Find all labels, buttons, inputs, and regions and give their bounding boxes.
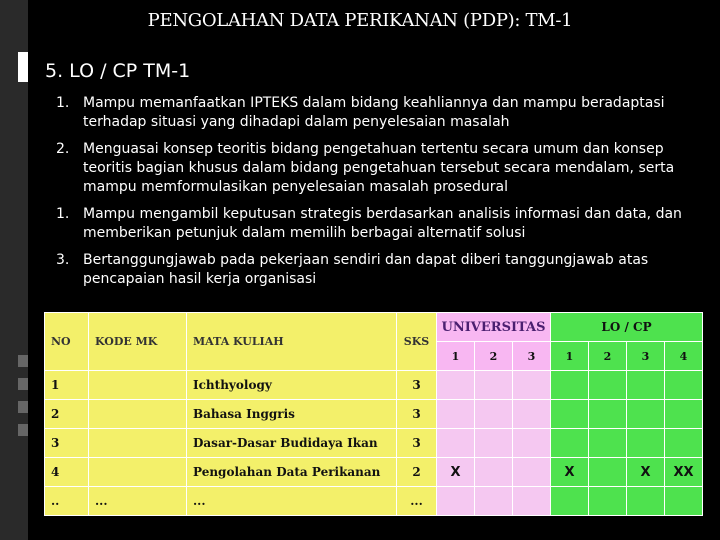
cell-lo — [627, 371, 665, 400]
cell-kode — [89, 458, 187, 487]
cell-lo — [589, 400, 627, 429]
cell-sks: 2 — [397, 458, 437, 487]
cell-kode — [89, 400, 187, 429]
cell-sks: 3 — [397, 429, 437, 458]
cell-univ — [475, 429, 513, 458]
cell-univ: X — [437, 458, 475, 487]
cell-lo: XX — [665, 458, 703, 487]
univ-col-3: 3 — [513, 342, 551, 371]
cell-lo — [551, 429, 589, 458]
cell-lo — [589, 458, 627, 487]
table-row — [45, 429, 703, 458]
cell-kode — [89, 371, 187, 400]
cell-lo — [551, 400, 589, 429]
header-no: NO — [45, 313, 89, 371]
course-mapping-table — [44, 312, 703, 516]
lo-col-4: 4 — [665, 342, 703, 371]
accent-block — [18, 424, 28, 436]
cell-lo — [665, 371, 703, 400]
cell-no: 3 — [45, 429, 89, 458]
cell-sks: 3 — [397, 371, 437, 400]
cell-lo — [551, 371, 589, 400]
cell-univ — [475, 400, 513, 429]
slide-title: PENGOLAHAN DATA PERIKANAN (PDP): TM-1 — [147, 10, 573, 31]
cell-univ — [437, 400, 475, 429]
cell-sks: ... — [397, 487, 437, 516]
section-heading: 5. LO / CP TM-1 — [45, 60, 191, 82]
cell-univ — [475, 458, 513, 487]
table-row — [45, 371, 703, 400]
list-item: 3. Bertanggungjawab pada pekerjaan sendiri dan dapat diberi tanggungjawab atas pencapaian hasil kerja organisasi — [56, 252, 649, 287]
cell-lo — [627, 487, 665, 516]
cell-lo — [589, 371, 627, 400]
header-mata-kuliah: MATA KULIAH — [187, 313, 397, 371]
cell-matkul: ... — [187, 487, 397, 516]
lo-col-1: 1 — [551, 342, 589, 371]
cell-lo — [665, 400, 703, 429]
univ-col-1: 1 — [437, 342, 475, 371]
header-lo-cp: LO / CP — [551, 313, 703, 342]
cell-matkul: Dasar-Dasar Budidaya Ikan — [187, 429, 397, 458]
cell-univ — [475, 371, 513, 400]
cell-univ — [513, 429, 551, 458]
header-kode-mk: KODE MK — [89, 313, 187, 371]
lo-col-2: 2 — [589, 342, 627, 371]
cell-univ — [437, 487, 475, 516]
header-sks: SKS — [397, 313, 437, 371]
table-row — [45, 400, 703, 429]
table-row — [45, 458, 703, 487]
cell-lo — [665, 487, 703, 516]
cell-univ — [513, 400, 551, 429]
cell-matkul: Bahasa Inggris — [187, 400, 397, 429]
cell-lo: X — [551, 458, 589, 487]
header-universitas: UNIVERSITAS — [437, 313, 551, 342]
learning-outcomes-list — [56, 94, 706, 297]
cell-univ — [437, 371, 475, 400]
accent-block — [18, 52, 28, 82]
accent-block — [18, 378, 28, 390]
cell-kode — [89, 429, 187, 458]
cell-kode: ... — [89, 487, 187, 516]
table-header-row — [45, 313, 703, 342]
cell-lo — [589, 429, 627, 458]
cell-lo: X — [627, 458, 665, 487]
cell-lo — [589, 487, 627, 516]
cell-univ — [437, 429, 475, 458]
list-item: 1. Mampu mengambil keputusan strategis berdasarkan analisis informasi dan data, dan memberikan petunjuk dalam memilih berbagai alternatif solusi — [56, 206, 682, 241]
lo-col-3: 3 — [627, 342, 665, 371]
univ-col-2: 2 — [475, 342, 513, 371]
cell-lo — [627, 400, 665, 429]
cell-lo — [627, 429, 665, 458]
cell-no: .. — [45, 487, 89, 516]
cell-univ — [513, 371, 551, 400]
cell-matkul: Pengolahan Data Perikanan — [187, 458, 397, 487]
cell-matkul: Ichthyology — [187, 371, 397, 400]
cell-no: 1 — [45, 371, 89, 400]
cell-univ — [475, 487, 513, 516]
cell-univ — [513, 487, 551, 516]
cell-univ — [513, 458, 551, 487]
table-row — [45, 487, 703, 516]
list-item: 2. Menguasai konsep teoritis bidang pengetahuan tertentu secara umum dan konsep teoritis bagian khusus dalam bidang pengetahuan tersebut secara mendalam, serta mampu memformulasikan penyelesaian masalah prosedural — [56, 141, 675, 195]
accent-block — [18, 355, 28, 367]
cell-sks: 3 — [397, 400, 437, 429]
list-item: 1. Mampu memanfaatkan IPTEKS dalam bidang keahliannya dan mampu beradaptasi terhadap situasi yang dihadapi dalam penyelesaian masalah — [56, 95, 665, 130]
cell-no: 2 — [45, 400, 89, 429]
accent-block — [18, 401, 28, 413]
cell-lo — [665, 429, 703, 458]
cell-no: 4 — [45, 458, 89, 487]
cell-lo — [551, 487, 589, 516]
